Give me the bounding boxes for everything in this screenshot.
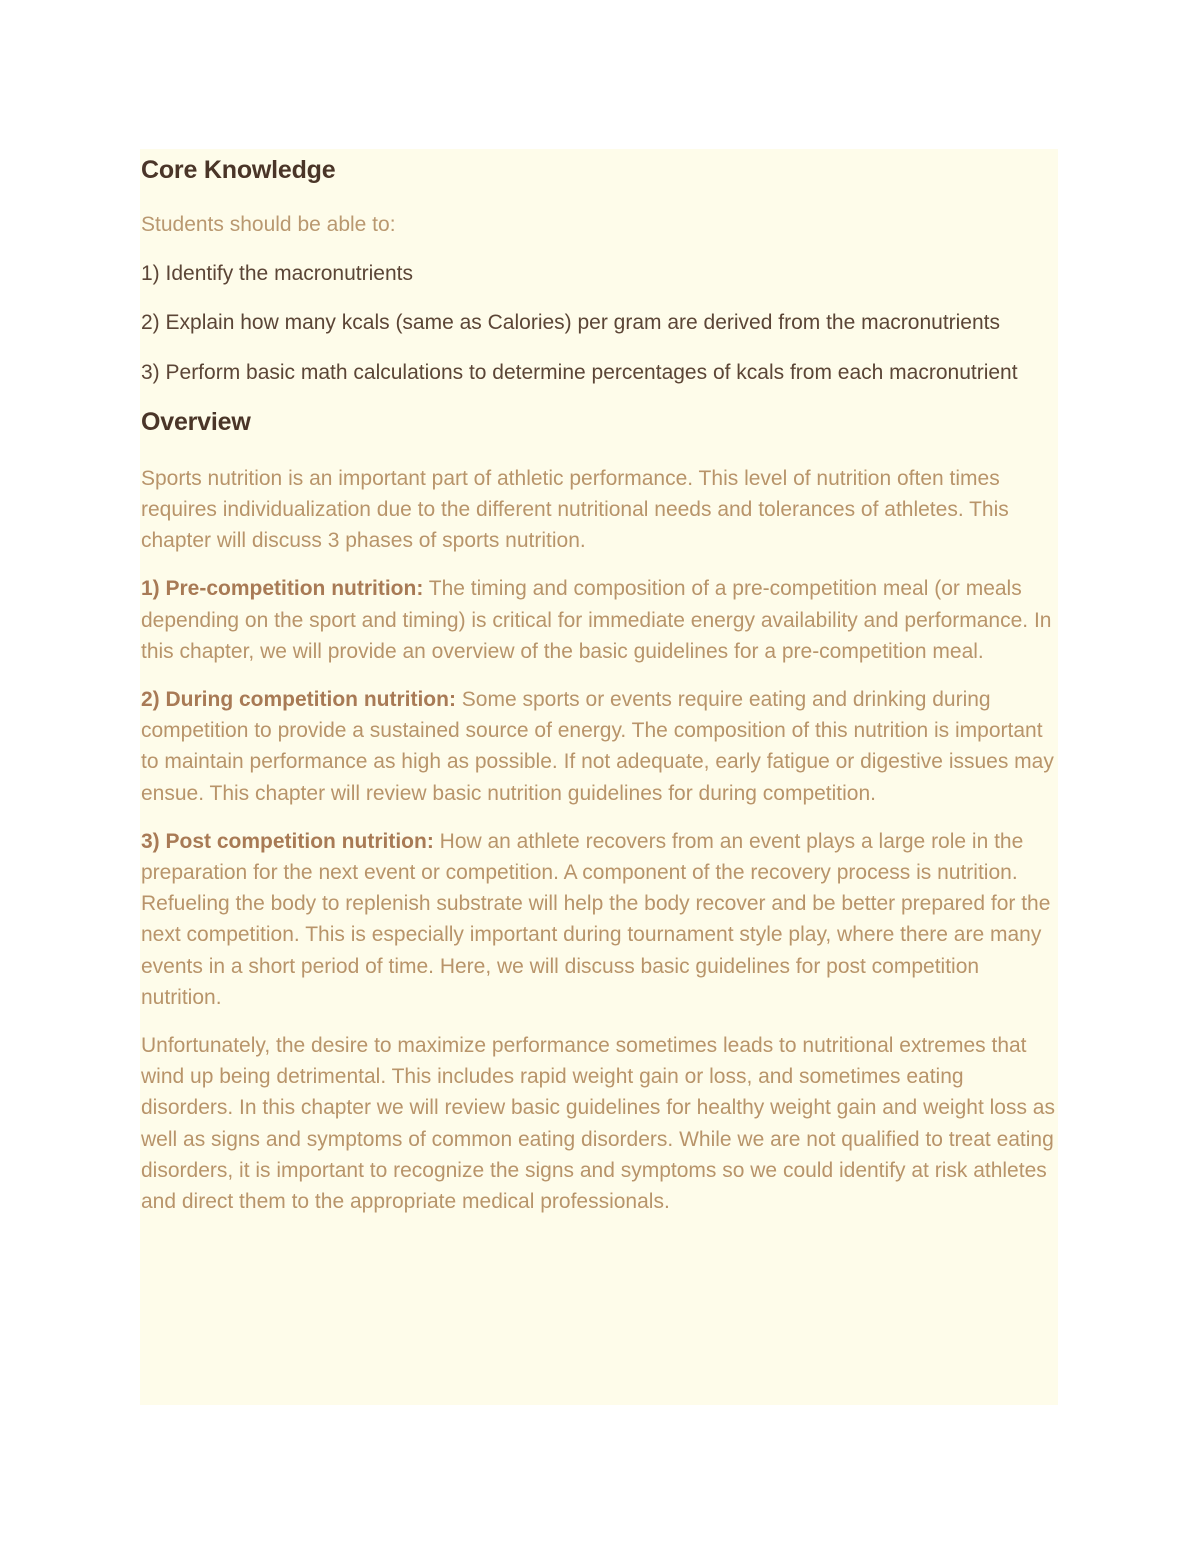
phase-text: The timing and composition of a pre-competition meal (or meals depending on the sport and timing) is critical for immediate energy availability and performance. In this chapter, we will provide an overview of the basic guidelines for a pre-competition meal. [141, 577, 1052, 663]
objective-item: 2) Explain how many kcals (same as Calories) per gram are derived from the macronutrients [141, 311, 1001, 335]
document-content [141, 149, 1059, 1217]
objective-item: 3) Perform basic math calculations to determine percentages of kcals from each macronutrient [141, 360, 1018, 384]
phase-label: 3) Post competition nutrition: [141, 829, 434, 853]
phase-label: 2) During competition nutrition: [141, 688, 456, 712]
phase-paragraph [141, 684, 1059, 809]
objective-item: 1) Identify the macronutrients [141, 262, 413, 286]
core-knowledge-heading: Core Knowledge [141, 156, 336, 184]
phase-label: 1) Pre-competition nutrition: [141, 577, 424, 601]
phase-paragraph [141, 826, 1059, 1013]
phase-text: How an athlete recovers from an event plays a large role in the preparation for the next event or competition. A component of the recovery process is nutrition. Refueling the body to replenish substrate will help the body recover and be better prepared for the next competition. This is especially important during tournament style play, where there are many events in a short period of time. Here, we will discuss basic guidelines for post competition nutrition. [141, 829, 1051, 1009]
core-intro: Students should be able to: [141, 213, 396, 236]
overview-heading: Overview [141, 407, 251, 436]
phase-text: Some sports or events require eating and drinking during competition to provide a sustained source of energy. The composition of this nutrition is important to maintain performance as high as possible. If not adequate, early fatigue or digestive issues may ensue. This chapter will review basic nutrition guidelines for during competition. [141, 688, 1054, 805]
closing-paragraph: Unfortunately, the desire to maximize performance sometimes leads to nutritional extremes that wind up being detrimental. This includes rapid weight gain or loss, and sometimes eating disorders. In this chapter we will review basic guidelines for healthy weight gain and weight loss as well as signs and symptoms of common eating disorders. While we are not qualified to treat eating disorders, it is important to recognize the signs and symptoms so we could identify at risk athletes and direct them to the appropriate medical professionals. [141, 1034, 1055, 1214]
overview-intro: Sports nutrition is an important part of athletic performance. This level of nutrition often times requires individualization due to the different nutritional needs and tolerances of athletes. This chapter will discuss 3 phases of sports nutrition. [141, 466, 1009, 553]
phase-paragraph [141, 573, 1059, 667]
